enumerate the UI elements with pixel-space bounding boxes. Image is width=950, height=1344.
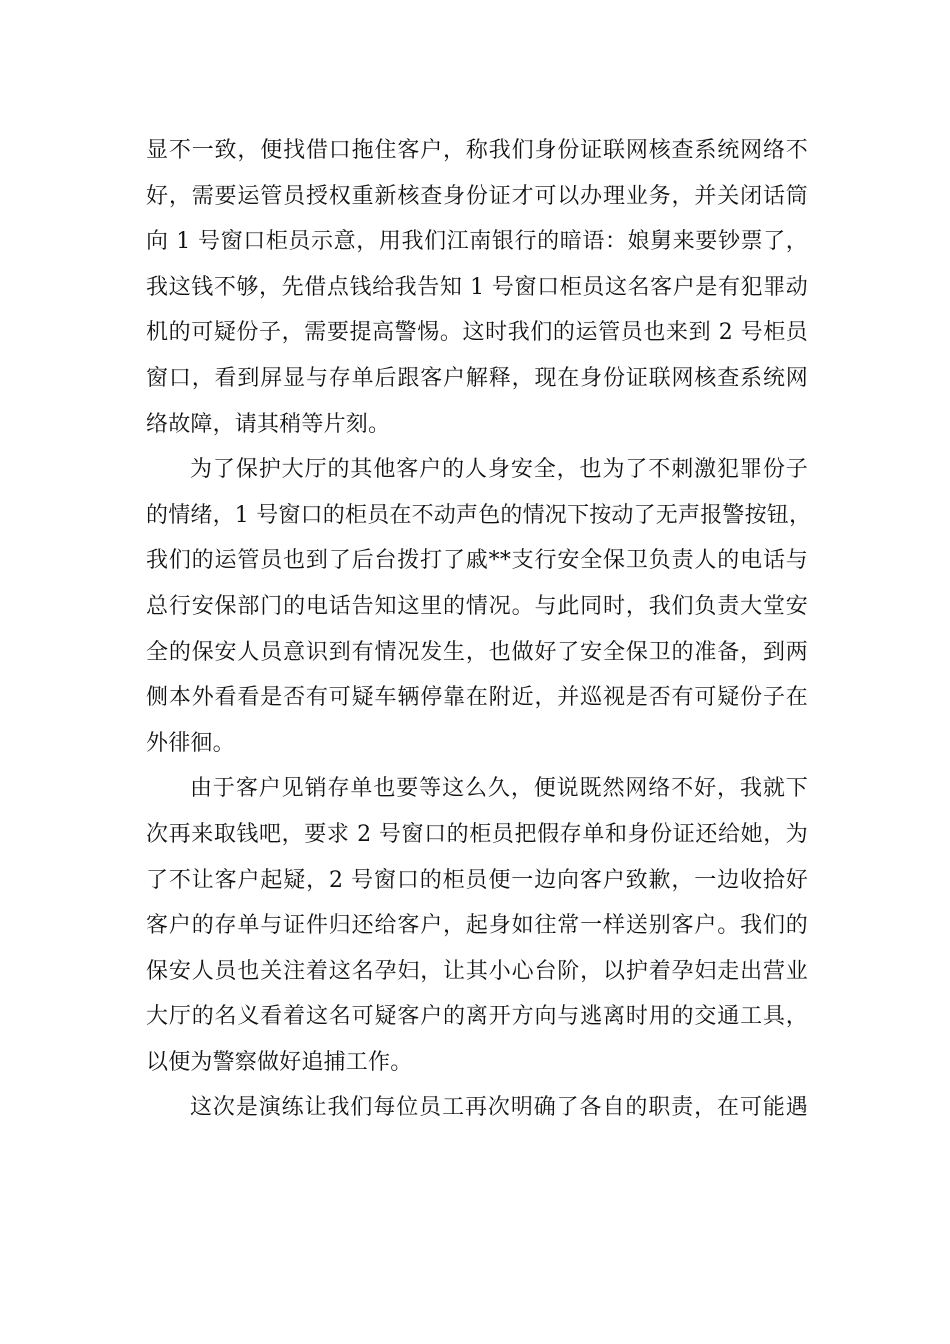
paragraph-1 bbox=[146, 128, 808, 447]
text-line: 客户的存单与证件归还给客户，起身如往常一样送别客户。我们的 bbox=[146, 913, 808, 939]
text-line: 络故障，请其稍等片刻。 bbox=[146, 411, 391, 437]
paragraph-3 bbox=[146, 766, 808, 1085]
text-line: 总行安保部门的电话告知这里的情况。与此同时，我们负责大堂安 bbox=[146, 593, 808, 619]
text-line: 大厅的名义看着这名可疑客户的离开方向与逃离时用的交通工具， bbox=[146, 1004, 808, 1030]
text-line: 好，需要运管员授权重新核查身份证才可以办理业务，并关闭话筒 bbox=[146, 183, 808, 209]
text-line: 我这钱不够，先借点钱给我告知 1 号窗口柜员这名客户是有犯罪动 bbox=[146, 274, 808, 300]
document-body bbox=[146, 128, 812, 1131]
text-line: 显不一致，便找借口拖住客户，称我们身份证联网核查系统网络不 bbox=[146, 138, 808, 163]
text-line: 以便为警察做好追捕工作。 bbox=[146, 1049, 413, 1075]
text-line: 我们的运管员也到了后台拨打了戚**支行安全保卫负责人的电话与 bbox=[146, 548, 808, 574]
paragraph-4 bbox=[146, 1085, 808, 1131]
text-line: 侧本外看看是否有可疑车辆停靠在附近，并巡视是否有可疑份子在 bbox=[146, 685, 808, 711]
text-line: 窗口，看到屏显与存单后跟客户解释，现在身份证联网核查系统网 bbox=[146, 365, 808, 391]
text-line: 外徘徊。 bbox=[146, 730, 235, 756]
text-line: 向 1 号窗口柜员示意，用我们江南银行的暗语：娘舅来要钞票了， bbox=[146, 229, 808, 255]
text-line: 次再来取钱吧，要求 2 号窗口的柜员把假存单和身份证还给她，为 bbox=[146, 821, 808, 847]
text-line: 机的可疑份子，需要提高警惕。这时我们的运管员也来到 2 号柜员 bbox=[146, 320, 808, 346]
text-line: 全的保安人员意识到有情况发生，也做好了安全保卫的准备，到两 bbox=[146, 639, 808, 665]
text-line: 的情绪，1 号窗口的柜员在不动声色的情况下按动了无声报警按钮， bbox=[146, 502, 812, 528]
text-line: 由于客户见销存单也要等这么久，便说既然网络不好，我就下 bbox=[190, 776, 808, 802]
text-line: 了不让客户起疑，2 号窗口的柜员便一边向客户致歉，一边收拾好 bbox=[146, 867, 808, 893]
text-line: 这次是演练让我们每位员工再次明确了各自的职责，在可能遇 bbox=[190, 1095, 808, 1121]
paragraph-2 bbox=[146, 447, 812, 766]
text-line: 为了保护大厅的其他客户的人身安全，也为了不刺激犯罪份子 bbox=[190, 457, 808, 483]
text-line: 保安人员也关注着这名孕妇，让其小心台阶，以护着孕妇走出营业 bbox=[146, 958, 808, 984]
